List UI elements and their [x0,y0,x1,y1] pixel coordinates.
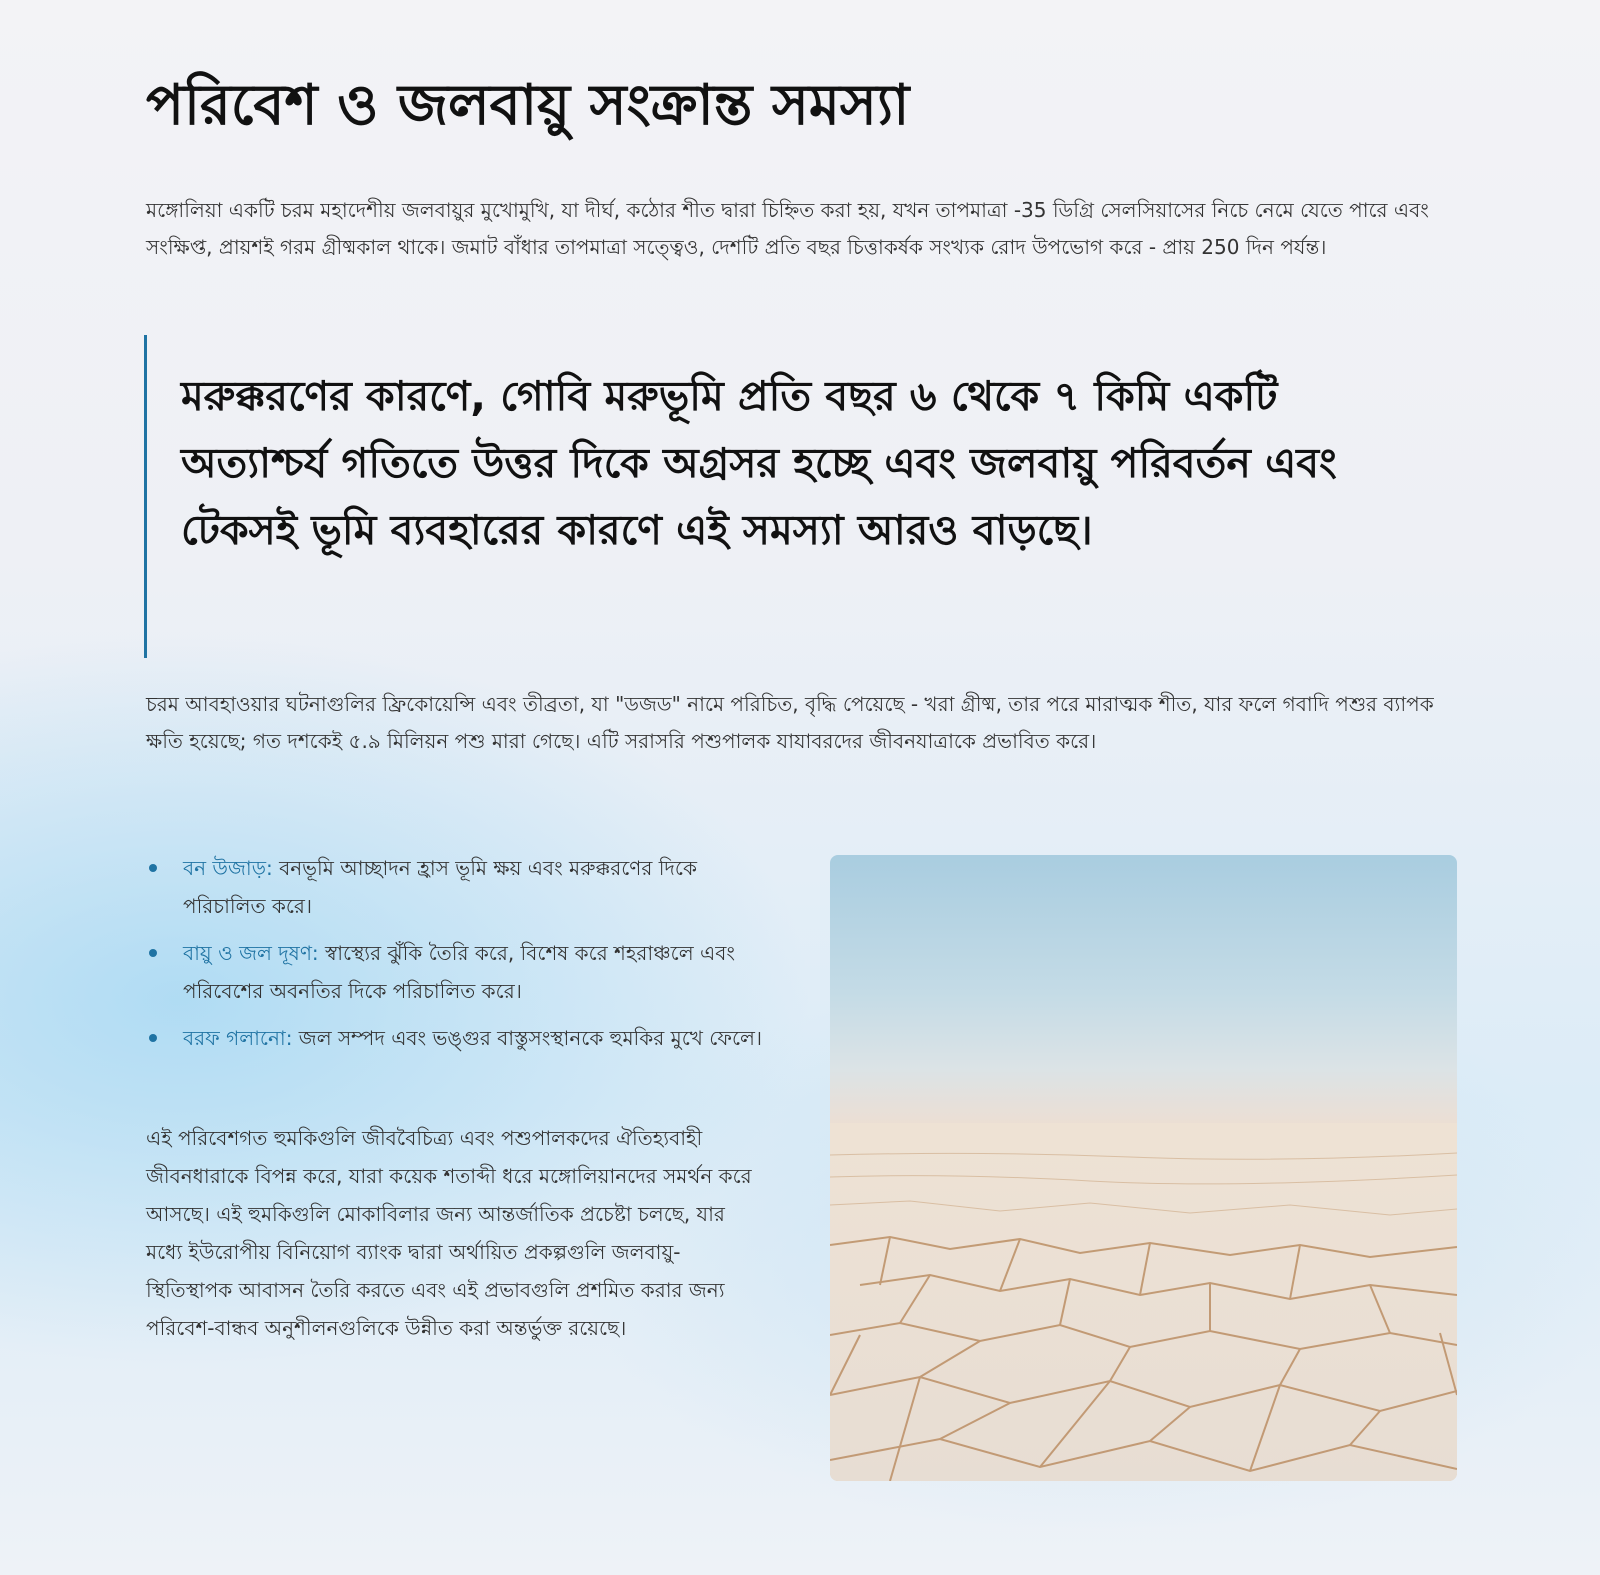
intro-paragraph: মঙ্গোলিয়া একটি চরম মহাদেশীয় জলবায়ুর মুখোমুখি, যা দীর্ঘ, কঠোর শীত দ্বারা চিহ্নিত করা হয়, যখন তাপমাত্রা -35 ডিগ্রি সেলসিয়াসের নিচে নেমে যেতে পারে এবং সংক্ষিপ্ত, প্রায়শই গরম গ্রীষ্মকাল থাকে। জমাট বাঁধার তাপমাত্রা সত্ত্বেও, দেশটি প্রতি বছর চিত্তাকর্ষক সংখ্যক রোদ উপভোগ করে - প্রায় 250 দিন পর্যন্ত। [146,198,1429,259]
dzud-paragraph: চরম আবহাওয়ার ঘটনাগুলির ফ্রিকোয়েন্সি এবং তীব্রতা, যা "ডজড" নামে পরিচিত, বৃদ্ধি পেয়েছে - খরা গ্রীষ্ম, তার পরে মারাত্মক শীত, যার ফলে গবাদি পশুর ব্যাপক ক্ষতি হয়েছে; গত দশকেই ৫.৯ মিলিয়ন পশু মারা গেছে। এটি সরাসরি পশুপালক যাযাবরদের জীবনযাত্রাকে প্রভাবিত করে। [146,692,1434,753]
list-item-text: জল সম্পদ এবং ভঙ্গুর বাস্তুসংস্থানকে হুমকির মুখে ফেলে। [292,1026,763,1050]
list-item-text: স্বাস্থ্যের ঝুঁকি তৈরি করে, বিশেষ করে শহরাঞ্চলে এবং পরিবেশের অবনতির দিকে পরিচালিত করে। [183,941,735,1003]
list-item [146,934,766,1010]
cracked-earth-illustration [830,855,1457,1481]
list-item-text: বনভূমি আচ্ছাদন হ্রাস ভূমি ক্ষয় এবং মরুক্করণের দিকে পরিচালিত করে। [183,856,697,918]
bullet-dot-icon [149,1034,157,1042]
list-item-term: বন উজাড়: [183,856,273,880]
cracked-desert-photo [830,855,1457,1481]
list-item-term: বায়ু ও জল দূষণ: [183,941,319,965]
pull-quote [144,335,1444,658]
list-item [146,849,766,925]
bullet-dot-icon [149,864,157,872]
page-title: পরিবেশ ও জলবায়ু সংক্রান্ত সমস্যা [146,73,910,138]
threats-list [146,849,766,1066]
pull-quote-text: মরুক্করণের কারণে, গোবি মরুভূমি প্রতি বছর ৬ থেকে ৭ কিমি একটি অত্যাশ্চর্য গতিতে উত্তর দিকে অগ্রসর হচ্ছে এবং জলবায়ু পরিবর্তন এবং টেকসই ভূমি ব্যবহারের কারণে এই সমস্যা আরও বাড়ছে। [181,372,1337,554]
list-item-term: বরফ গলানো: [183,1026,293,1050]
list-item [146,1019,766,1057]
closing-paragraph: এই পরিবেশগত হুমকিগুলি জীববৈচিত্র্য এবং পশুপালকদের ঐতিহ্যবাহী জীবনধারাকে বিপন্ন করে, যারা কয়েক শতাব্দী ধরে মঙ্গোলিয়ানদের সমর্থন করে আসছে। এই হুমকিগুলি মোকাবিলার জন্য আন্তর্জাতিক প্রচেষ্টা চলছে, যার মধ্যে ইউরোপীয় বিনিয়োগ ব্যাংক দ্বারা অর্থায়িত প্রকল্পগুলি জলবায়ু-স্থিতিস্থাপক আবাসন তৈরি করতে এবং এই প্রভাবগুলি প্রশমিত করার জন্য পরিবেশ-বান্ধব অনুশীলনগুলিকে উন্নীত করা অন্তর্ভুক্ত রয়েছে। [146,1126,752,1340]
bullet-dot-icon [149,949,157,957]
